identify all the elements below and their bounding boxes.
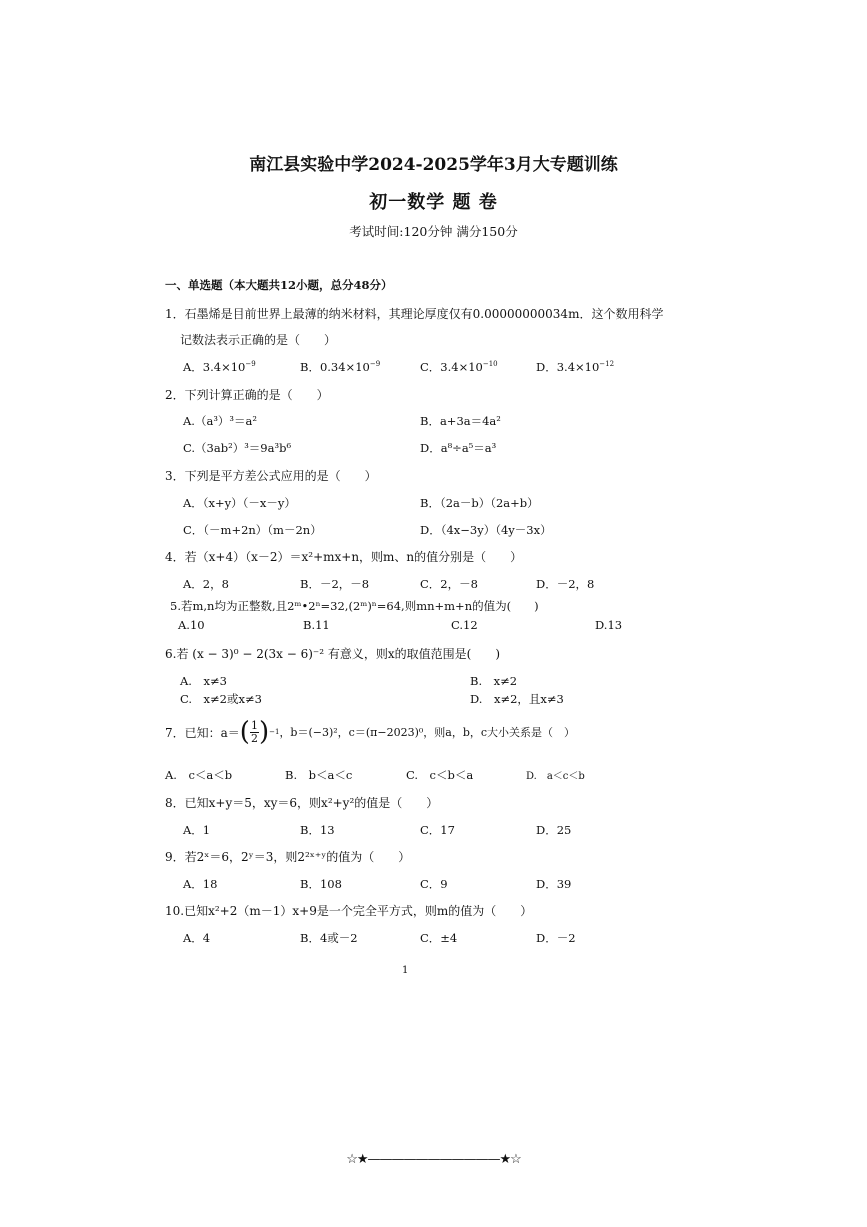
q2-option-b: B．a+3a＝4a² xyxy=(420,414,501,428)
q1-option-c: C．$3.4\times 10^{-10}$ xyxy=(420,360,498,374)
footer-ornament: ☆★———————————★☆ xyxy=(346,1152,521,1167)
q5-option-b: B.11 xyxy=(303,618,330,632)
q6-option-a: A. x≠3 xyxy=(180,674,227,688)
q9-stem: 9．若2ˣ＝6，2ʸ＝3，则2²ˣ⁺ʸ的值为（ ） xyxy=(165,850,411,864)
q3-option-b: B．（2a－b）（2a+b） xyxy=(420,496,539,510)
q4-stem: 4．若（x+4）（x－2）＝x²+mx+n，则m、n的值分别是（ ） xyxy=(165,550,523,564)
q3-option-a: A．（x+y）（－x－y） xyxy=(183,496,296,510)
q7-option-b: B. b＜a＜c xyxy=(285,768,353,782)
q3-option-c: C．（－m+2n）（m－2n） xyxy=(183,523,322,537)
q5-option-a: A.10 xyxy=(178,618,205,632)
q1-stem-line1: 1．石墨烯是目前世界上最薄的纳米材料，其理论厚度仅有0.00000000034m．这个数用科学 xyxy=(165,307,664,321)
q8-option-b: B．13 xyxy=(300,823,335,837)
q4-option-d: D．－2，8 xyxy=(536,577,595,591)
q1-option-a: A．$3.4\times 10^{-9}$ xyxy=(183,360,256,374)
q7-option-c: C. c＜b＜a xyxy=(406,768,474,782)
q9-option-b: B．108 xyxy=(300,877,342,891)
q10-option-b: B．4或－2 xyxy=(300,931,358,945)
q9-option-d: D．39 xyxy=(536,877,572,891)
exam-title: 南江县实验中学2024-2025学年3月大专题训练 xyxy=(249,155,618,175)
q7-stem: 7．已知：a＝ ( 1 2 ) −1 ，b＝(−3)²，c＝(π−2023)⁰，则a，b，c大小关系是（ ） xyxy=(165,717,576,747)
exam-info: 考试时间:120分钟 满分150分 xyxy=(349,224,518,239)
section-heading: 一、单选题（本大题共12小题，总分48分） xyxy=(165,278,393,292)
q2-option-c: C.（3ab²）³＝9a³b⁶ xyxy=(183,441,292,455)
q1-option-d: D．$3.4\times 10^{-12}$ xyxy=(536,360,615,374)
q10-stem: 10.已知x²+2（m－1）x+9是一个完全平方式，则m的值为（ ） xyxy=(165,904,533,918)
q1-option-b: B．$0.34\times 10^{-9}$ xyxy=(300,360,381,374)
q7-fraction: 1 2 xyxy=(250,718,258,745)
q2-stem: 2．下列计算正确的是（ ） xyxy=(165,388,329,402)
q7-option-a: A. c＜a＜b xyxy=(165,768,233,782)
page-number: 1 xyxy=(402,965,409,976)
q8-option-c: C．17 xyxy=(420,823,455,837)
q5-option-c: C.12 xyxy=(451,618,478,632)
q10-option-a: A．4 xyxy=(183,931,211,945)
q3-stem: 3．下列是平方差公式应用的是（ ） xyxy=(165,469,377,483)
q4-option-b: B．－2，－8 xyxy=(300,577,370,591)
q5-option-d: D.13 xyxy=(595,618,623,632)
q1-stem-line2: 记数法表示正确的是（ ） xyxy=(180,333,337,347)
q4-option-a: A．2，8 xyxy=(183,577,229,591)
q7-option-d: D. a＜c＜b xyxy=(526,771,585,782)
q3-option-d: D．（4x−3y）（4y－3x） xyxy=(420,523,552,537)
q10-option-c: C．±4 xyxy=(420,931,458,945)
q2-option-a: A.（a³）³＝a² xyxy=(183,414,258,428)
q10-option-d: D．－2 xyxy=(536,931,576,945)
q6-option-d: D. x≠2，且x≠3 xyxy=(470,692,564,706)
q9-option-a: A．18 xyxy=(183,877,218,891)
q8-option-a: A．1 xyxy=(183,823,211,837)
q2-option-d: D．a⁸÷a⁵＝a³ xyxy=(420,441,497,455)
q4-option-c: C．2，－8 xyxy=(420,577,478,591)
q5-stem: 5.若m,n均为正整数,且2ᵐ•2ⁿ=32,(2ᵐ)ⁿ=64,则mn+m+n的值为( ) xyxy=(170,599,539,613)
q8-option-d: D．25 xyxy=(536,823,572,837)
q6-stem: 6.若 (x − 3)⁰ − 2(3x − 6)⁻² 有意义，则x的取值范围是( ) xyxy=(165,647,501,661)
q6-option-b: B. x≠2 xyxy=(470,674,518,688)
exam-subtitle: 初一数学 题 卷 xyxy=(369,192,498,213)
q9-option-c: C．9 xyxy=(420,877,448,891)
q8-stem: 8．已知x+y＝5，xy＝6，则x²+y²的值是（ ） xyxy=(165,796,439,810)
q6-option-c: C. x≠2或x≠3 xyxy=(180,692,262,706)
